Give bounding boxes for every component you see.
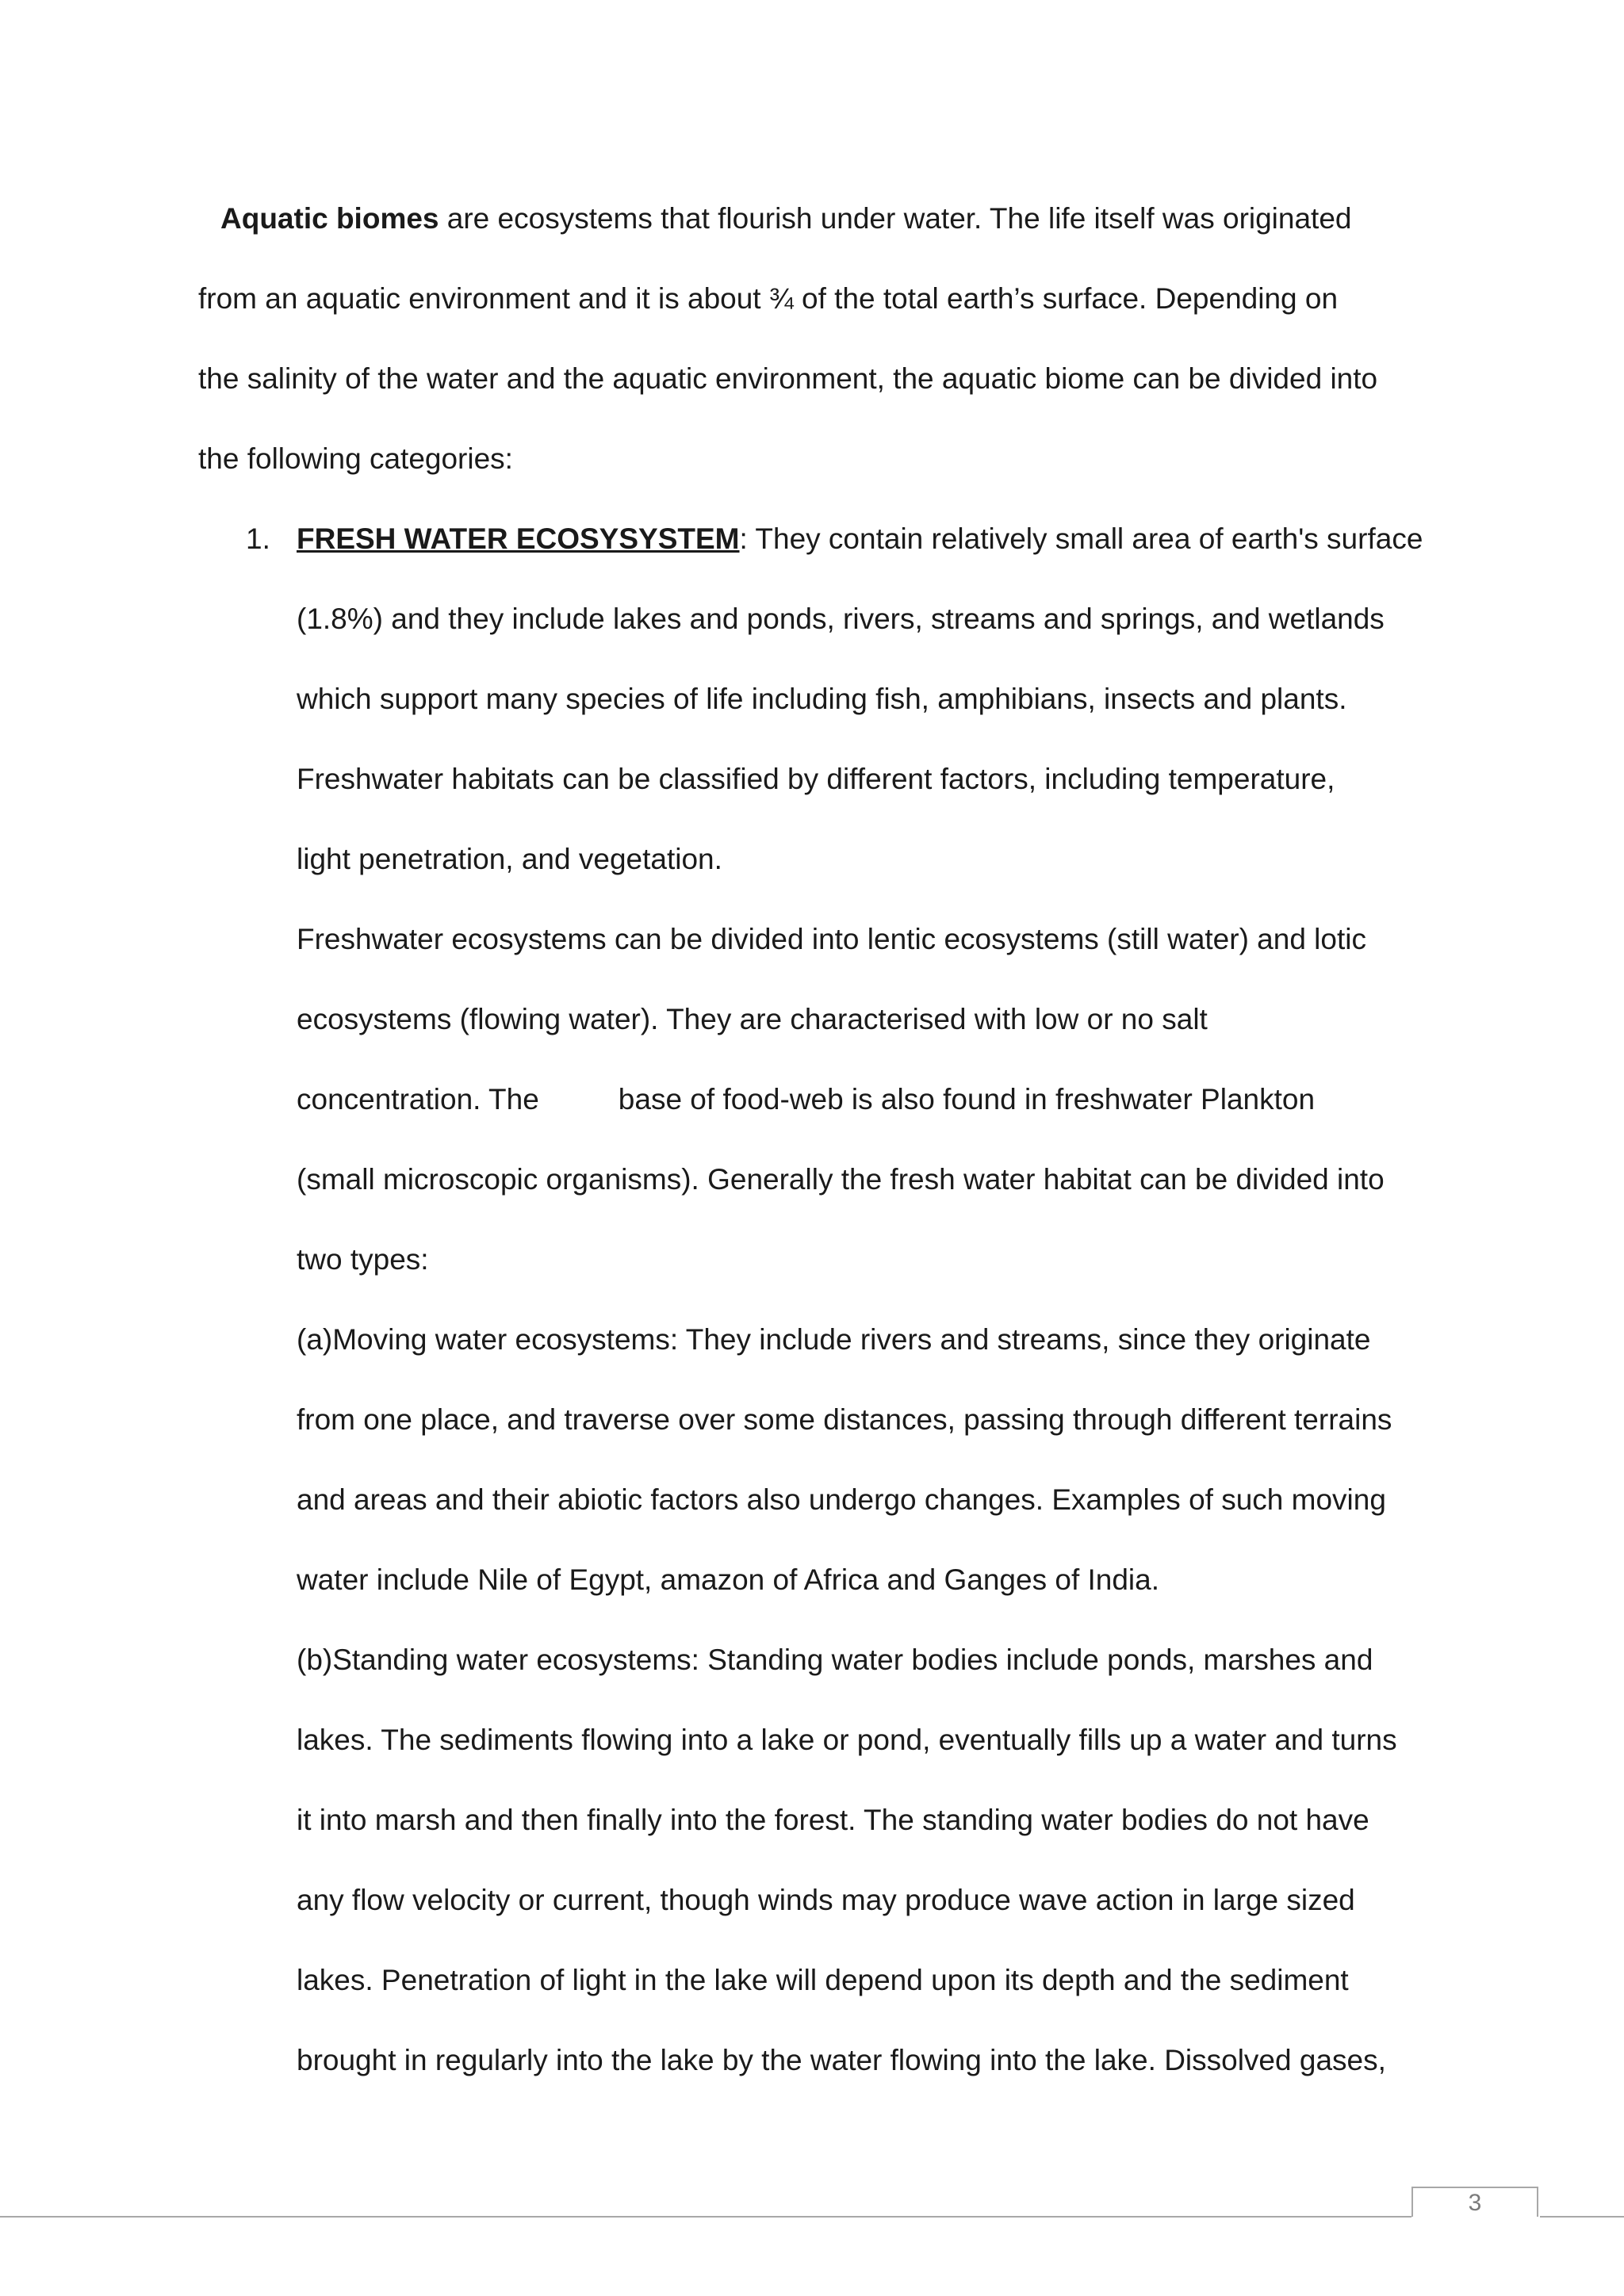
body-line: from one place, and traverse over some distances, passing through different terrains (297, 1403, 1392, 1436)
body-line: any flow velocity or current, though winds may produce wave action in large sized (297, 1884, 1355, 1916)
body-line: which support many species of life including fish, amphibians, insects and plants. (297, 683, 1347, 715)
body-line: light penetration, and vegetation. (297, 843, 722, 875)
intro-term: Aquatic biomes (220, 202, 439, 235)
intro-line-3: the salinity of the water and the aquatic environment, the aquatic biome can be divided into (198, 362, 1378, 395)
body-line: Freshwater ecosystems can be divided into lentic ecosystems (still water) and lotic (297, 923, 1366, 955)
body-line: (1.8%) and they include lakes and ponds, rivers, streams and springs, and wetlands (297, 603, 1385, 635)
body-line: (b)Standing water ecosystems: Standing water bodies include ponds, marshes and (297, 1644, 1373, 1676)
body-line: lakes. The sediments flowing into a lake or pond, eventually fills up a water and turns (297, 1724, 1397, 1756)
body-line: and areas and their abiotic factors also undergo changes. Examples of such moving (297, 1483, 1386, 1516)
body-line: two types: (297, 1243, 429, 1276)
footer-rule-right (1540, 2216, 1624, 2218)
section-heading: FRESH WATER ECOSYSYSTEM (297, 522, 740, 555)
body-line: brought in regularly into the lake by the water flowing into the lake. Dissolved gases, (297, 2044, 1386, 2076)
concentration-part-a: concentration. The (297, 1083, 539, 1115)
list-number: 1. (246, 522, 270, 555)
intro-line-4: the following categories: (198, 442, 513, 475)
body-line: ecosystems (flowing water). They are characterised with low or no salt (297, 1003, 1208, 1035)
intro-line-1 (220, 201, 1352, 236)
list-heading-rest: : They contain relatively small area of earth's surface (739, 522, 1423, 555)
body-line-concentration (297, 1082, 1315, 1117)
page-number: 3 (1468, 2190, 1482, 2216)
concentration-part-b: base of food-web is also found in freshwater Plankton (618, 1083, 1316, 1115)
list-heading-line (297, 522, 1423, 557)
intro-line-2: from an aquatic environment and it is about ¾ of the total earth’s surface. Depending on (198, 282, 1339, 315)
footer-rule-left (0, 2216, 1411, 2218)
body-line: it into marsh and then finally into the forest. The standing water bodies do not have (297, 1804, 1369, 1836)
intro-line-1-text: are ecosystems that flourish under water. The life itself was originated (439, 202, 1352, 235)
body-line: water include Nile of Egypt, amazon of Africa and Ganges of India. (297, 1563, 1160, 1596)
body-line: (small microscopic organisms). Generally the fresh water habitat can be divided into (297, 1163, 1385, 1196)
body-line: Freshwater habitats can be classified by different factors, including temperature, (297, 763, 1335, 795)
body-line: (a)Moving water ecosystems: They include rivers and streams, since they originate (297, 1323, 1371, 1356)
body-line: lakes. Penetration of light in the lake will depend upon its depth and the sediment (297, 1964, 1349, 1996)
